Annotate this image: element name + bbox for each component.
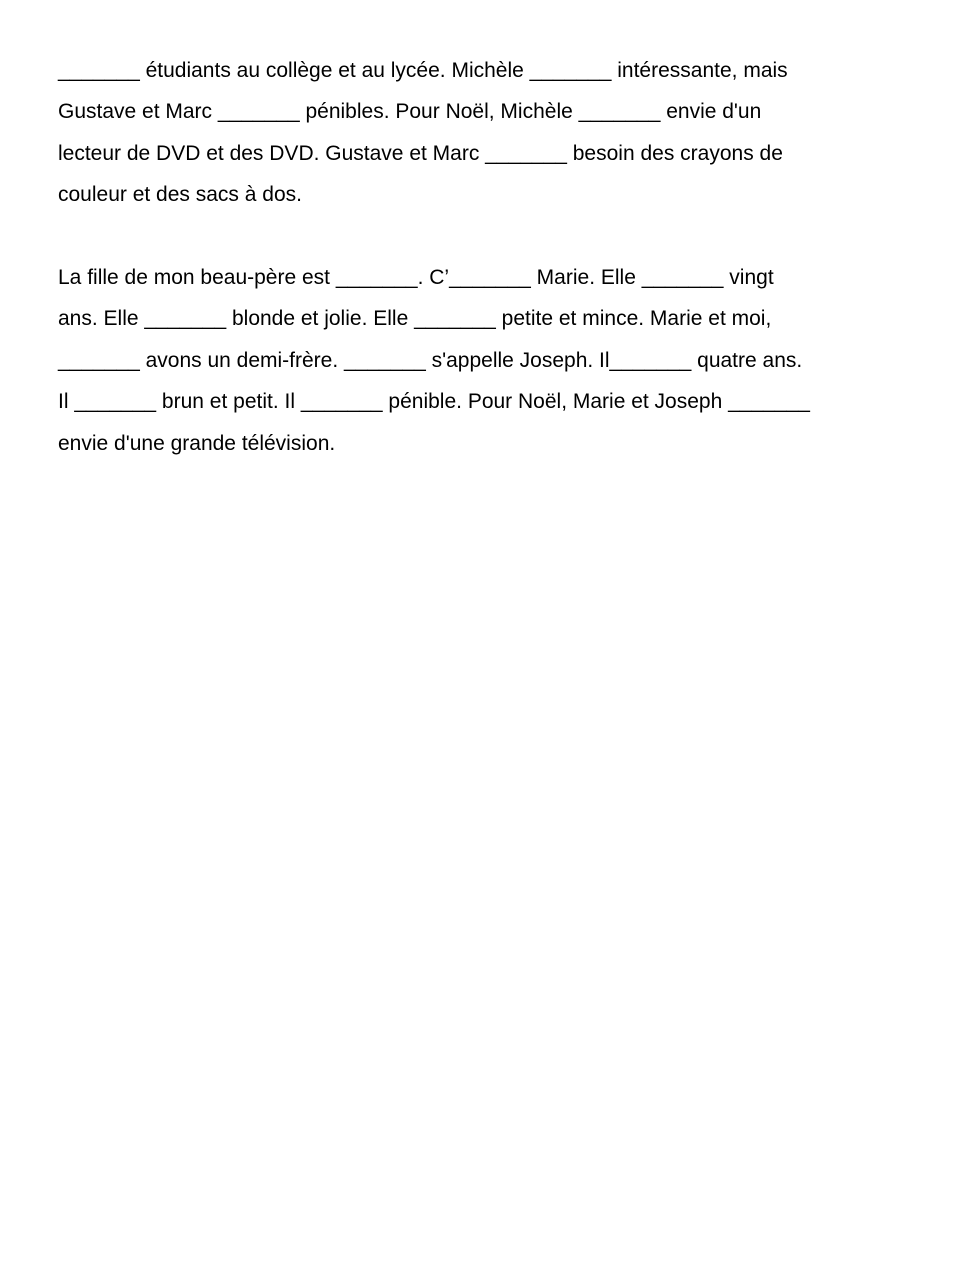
paragraph-2-line-2: ans. Elle _______ blonde et jolie. Elle _______ petite et mince. Marie et moi, [58,307,772,330]
paragraph-2-line-1: La fille de mon beau-père est _______. C’_______ Marie. Elle _______ vingt [58,266,774,289]
paragraph-2-line-5: envie d'une grande télévision. [58,432,336,455]
paragraph-1-line-4: couleur et des sacs à dos. [58,183,302,206]
paragraph-2-line-3: _______ avons un demi-frère. _______ s'appelle Joseph. Il_______ quatre ans. [58,349,803,372]
paragraph-1-line-1: _______ étudiants au collège et au lycée. Michèle _______ intéressante, mais [58,59,788,82]
paragraph-1-line-2: Gustave et Marc _______ pénibles. Pour Noël, Michèle _______ envie d'un [58,100,762,123]
paragraph-1-line-3: lecteur de DVD et des DVD. Gustave et Marc _______ besoin des crayons de [58,142,783,165]
paragraph-2-line-4: Il _______ brun et petit. Il _______ pénible. Pour Noël, Marie et Joseph _______ [58,390,810,413]
